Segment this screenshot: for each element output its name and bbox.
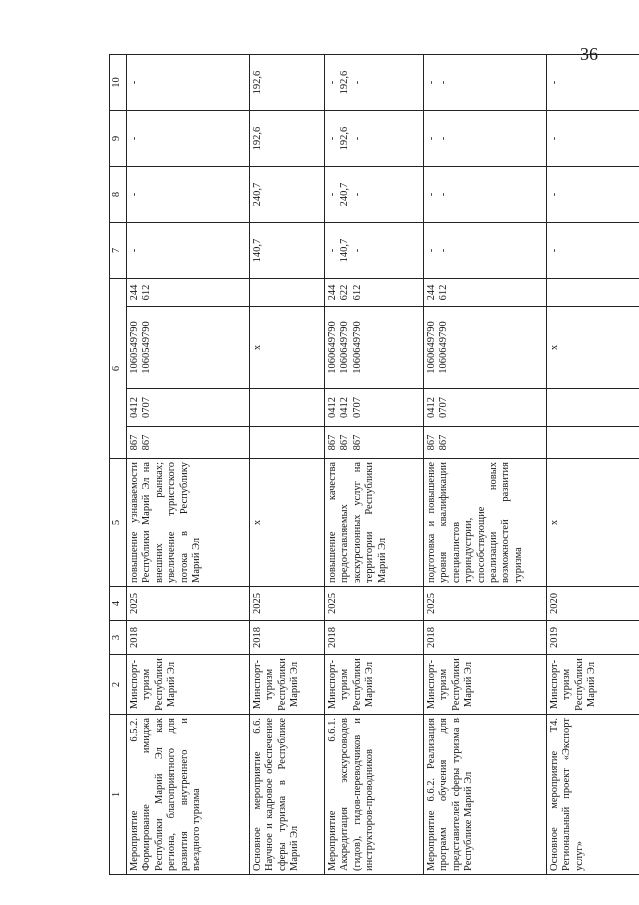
cell-grbs: 867 867 [424,427,547,459]
cell-vr: 244 612 [424,279,547,307]
cell-2019: - 140,7 - [325,223,424,279]
cell-start: 2018 [127,621,250,655]
cell-2022: - [127,55,250,111]
cell-start: 2018 [325,621,424,655]
cell-2020: - - [424,167,547,223]
cell-2021: - [127,111,250,167]
cell-end: 2020 [547,587,639,621]
cell-grbs: 867 867 [127,427,250,459]
page-number: 36 [580,44,598,64]
table-row [127,55,250,875]
cell-grbs [250,427,325,459]
cell-end: 2025 [424,587,547,621]
cell-result: повышение качества предоставляемых экскурсионных услуг на территории Республики Марий Эл [325,459,424,587]
cell-rzpr [547,389,639,427]
cell-rzpr: 0412 0707 [127,389,250,427]
cell-csr: 1060649790 1060649790 1060649790 [325,307,424,389]
cell-csr: 1060549790 1060549790 [127,307,250,389]
header-col-1: 1 [110,715,127,875]
cell-vr: 244 622 612 [325,279,424,307]
table-row [250,55,325,875]
cell-2021: - [547,111,639,167]
cell-result: повышение узнаваемости Республики Марий Эл на внешних рынках; увеличение туристского потока в Республику Марий Эл [127,459,250,587]
cell-name: Мероприятие 6.5.2. Формирование имиджа Республики Марий Эл как региона, благоприятного для развития внутреннего и въездного туризма [127,715,250,875]
cell-name: Мероприятие 6.6.1. Аккредитация экскурсоводов (гидов), гидов-переводчиков и инструкторов-проводников [325,715,424,875]
cell-2020: - [547,167,639,223]
table-row [424,55,547,875]
cell-end: 2025 [127,587,250,621]
cell-2022: - 192,6 - [325,55,424,111]
cell-end: 2025 [250,587,325,621]
cell-grbs: 867 867 867 [325,427,424,459]
cell-result: х [547,459,639,587]
cell-vr [250,279,325,307]
cell-2020: - [127,167,250,223]
cell-2022: - - [424,55,547,111]
cell-2021: - - [424,111,547,167]
cell-2021: - 192,6 - [325,111,424,167]
header-col-2: 2 [110,655,127,715]
cell-executor: Минспорт-туризм Республики Марий Эл [325,655,424,715]
cell-executor: Минспорт-туризм Республики Марий Эл [424,655,547,715]
cell-2019: - [127,223,250,279]
cell-result: подготовка и повышение уровня квалификации специалистов туриндустрии, способствующие реализации новых возможностей развития туризма [424,459,547,587]
cell-csr: 1060649790 1060649790 [424,307,547,389]
cell-executor: Минспорт-туризм Республики Марий Эл [250,655,325,715]
data-table [109,54,639,875]
cell-2020: - 240,7 - [325,167,424,223]
rotated-table-container [109,55,639,875]
cell-start: 2018 [250,621,325,655]
table-row [547,55,639,875]
cell-csr: х [250,307,325,389]
cell-name: Основное мероприятие Т4. Региональный проект «Экспорт услуг» [547,715,639,875]
cell-name: Основное мероприятие 6.6. Научное и кадровое обеспечение сферы туризма в Республике Марий Эл [250,715,325,875]
header-col-8: 8 [110,167,127,223]
header-col-3: 3 [110,621,127,655]
cell-2021: 192,6 [250,111,325,167]
cell-rzpr [250,389,325,427]
cell-2019: - [547,223,639,279]
header-col-5: 5 [110,459,127,587]
cell-2022: 192,6 [250,55,325,111]
cell-end: 2025 [325,587,424,621]
cell-2019: 140,7 [250,223,325,279]
cell-executor: Минспорт-туризм Республики Марий Эл [127,655,250,715]
cell-executor: Минспорт-туризм Республики Марий Эл [547,655,639,715]
cell-2020: 240,7 [250,167,325,223]
cell-csr: х [547,307,639,389]
cell-2022: - [547,55,639,111]
cell-grbs [547,427,639,459]
cell-start: 2018 [424,621,547,655]
header-row [110,55,127,875]
table-row [325,55,424,875]
header-col-6: 6 [110,279,127,459]
cell-vr [547,279,639,307]
cell-name: Мероприятие 6.6.2. Реализация программ обучения для представителей сферы туризма в Республике Марий Эл [424,715,547,875]
cell-vr: 244 612 [127,279,250,307]
cell-2019: - - [424,223,547,279]
header-col-9: 9 [110,111,127,167]
cell-rzpr: 0412 0412 0707 [325,389,424,427]
header-col-4: 4 [110,587,127,621]
header-col-10: 10 [110,55,127,111]
cell-start: 2019 [547,621,639,655]
cell-result: х [250,459,325,587]
cell-rzpr: 0412 0707 [424,389,547,427]
header-col-7: 7 [110,223,127,279]
